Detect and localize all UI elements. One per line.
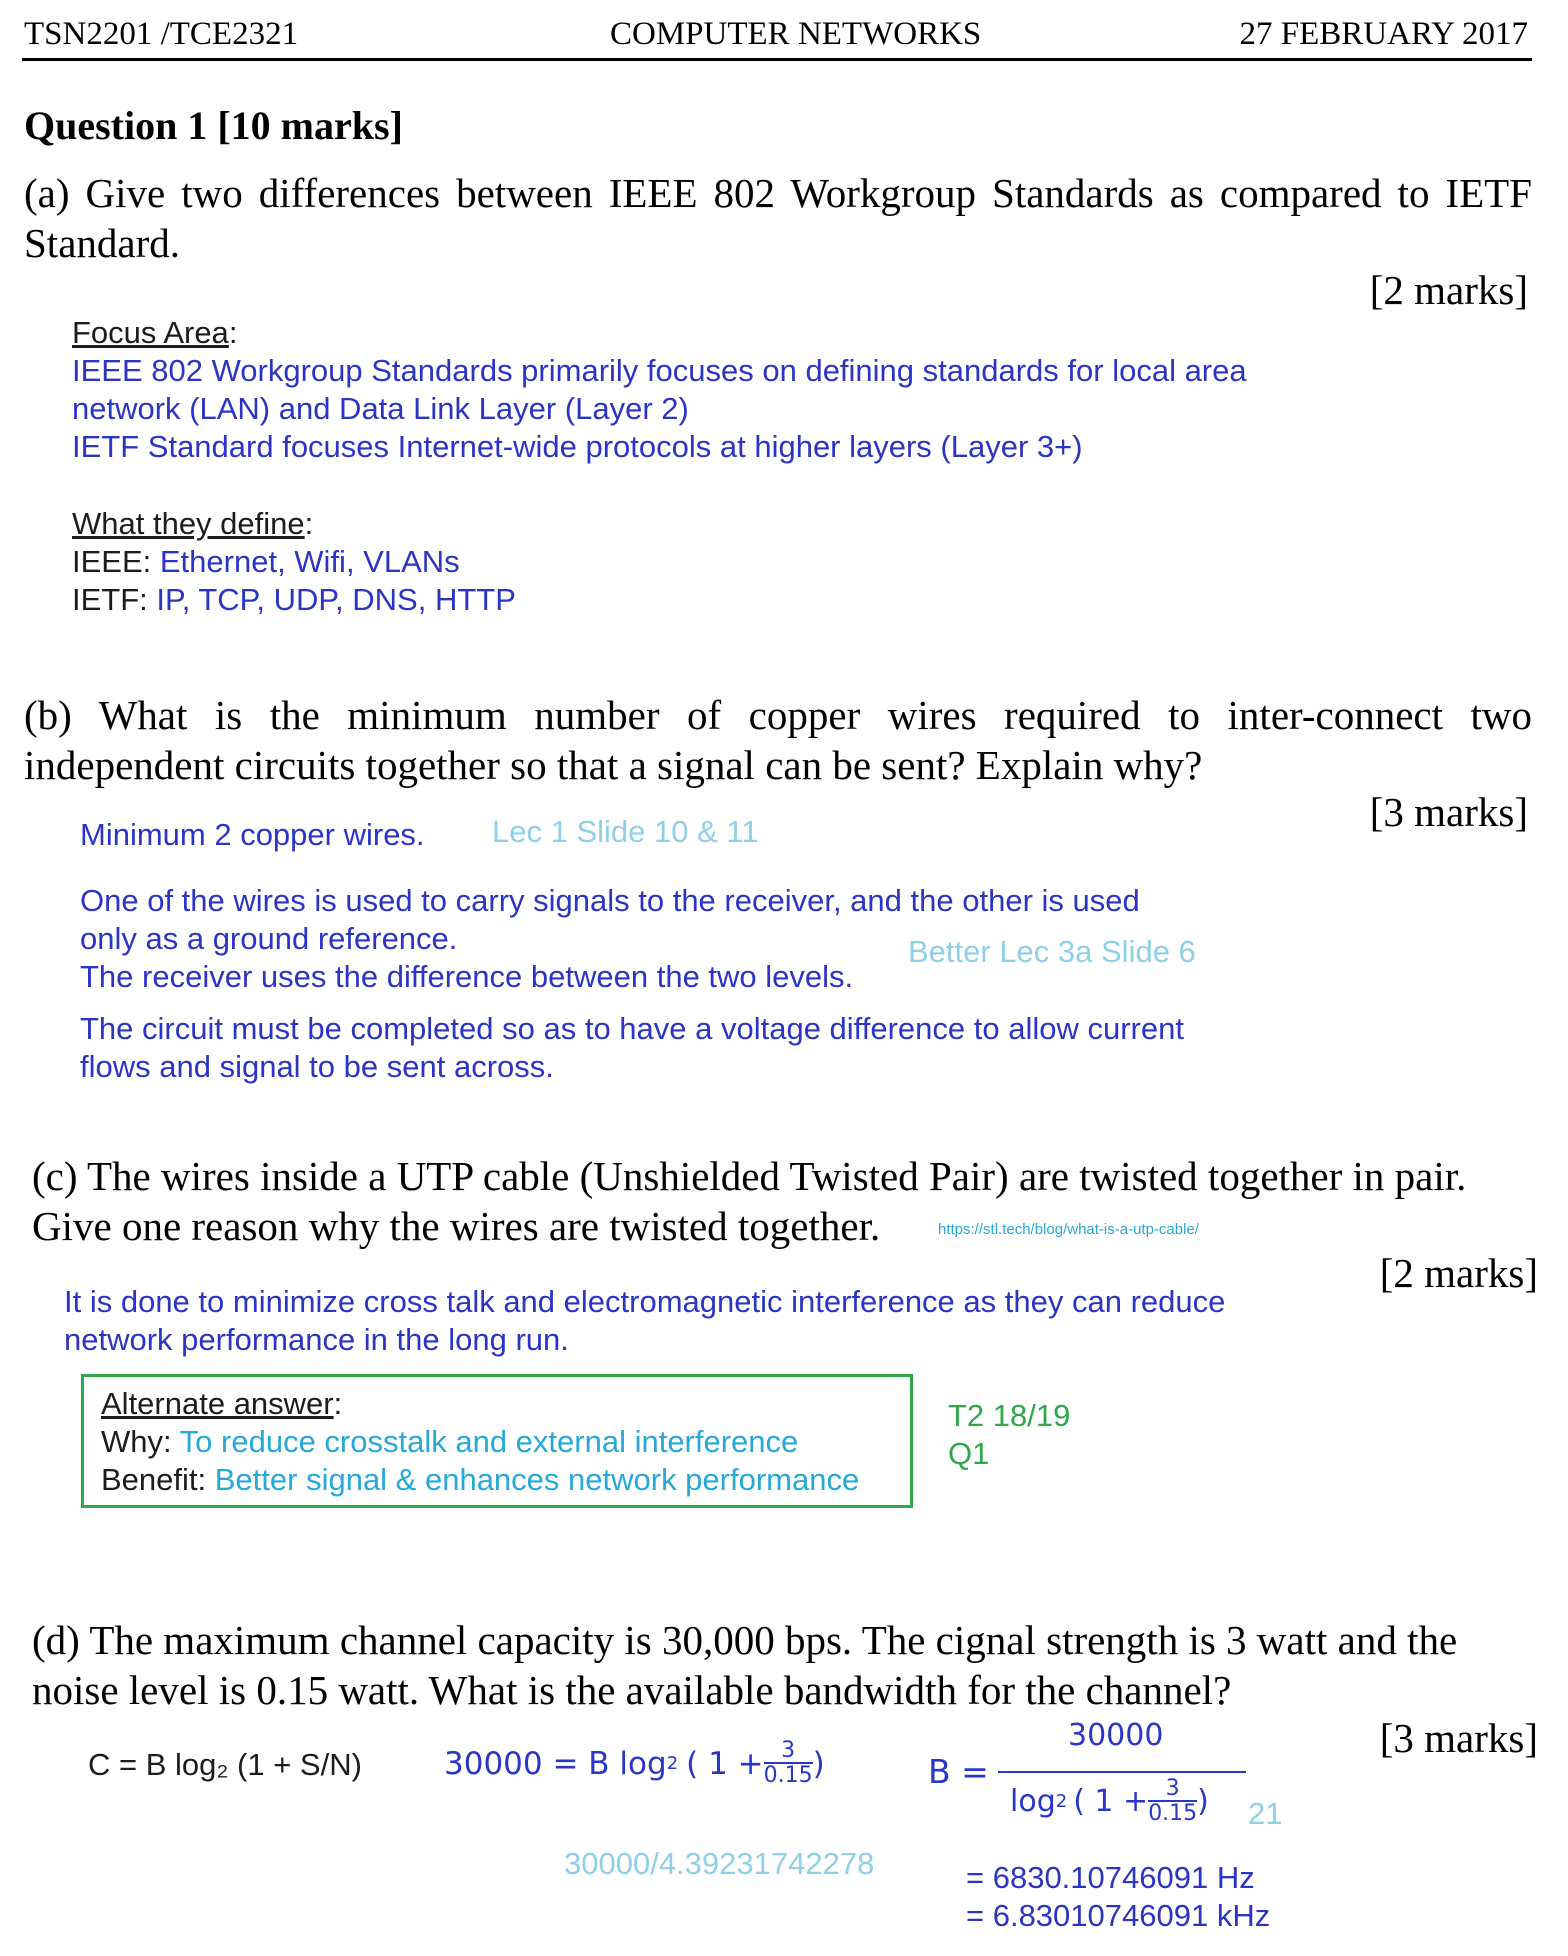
exam-date: 27 FEBRUARY 2017	[1239, 16, 1528, 52]
part-b-ref-1: Lec 1 Slide 10 & 11	[492, 814, 759, 849]
subject-title: COMPUTER NETWORKS	[610, 16, 982, 52]
part-c-url[interactable]: https://stl.tech/blog/what-is-a-utp-cable/	[938, 1221, 1199, 1238]
part-c-marks: [2 marks]	[1379, 1250, 1538, 1296]
part-c-answer-1: It is done to minimize cross talk and electromagnetic interference as they can reduce	[64, 1284, 1226, 1319]
capacity-formula: C = B log₂ (1 + S/N)	[88, 1747, 362, 1782]
part-a-question: (a) Give two differences between IEEE 802 Workgroup Standards as compared to IETF Standard.	[24, 170, 1532, 266]
part-b-answer: Minimum 2 copper wires.	[80, 817, 425, 852]
focus-line-2: network (LAN) and Data Link Layer (Layer 2)	[72, 391, 689, 426]
part-b-marks: [3 marks]	[1369, 789, 1528, 835]
explain-line-1: One of the wires is used to carry signals to the receiver, and the other is used	[80, 883, 1140, 918]
handwritten-denominator: log 2 ( 1 + $\frac{3}{0.15}$ )	[1010, 1776, 1209, 1826]
circuit-line-2: flows and signal to be sent across.	[80, 1049, 554, 1084]
part-c-ref-1: T2 18/19	[948, 1398, 1071, 1433]
handwritten-b-equals: B =	[928, 1752, 989, 1791]
alternate-benefit: Benefit: Better signal & enhances network performance	[101, 1462, 860, 1497]
part-b-ref-2: Better Lec 3a Slide 6	[908, 934, 1196, 969]
handwritten-note: 21	[1248, 1796, 1283, 1831]
question-title: Question 1 [10 marks]	[24, 103, 403, 148]
circuit-line-1: The circuit must be completed so as to have a voltage difference to allow current	[80, 1011, 1184, 1046]
header-rule	[22, 58, 1532, 61]
alternate-why: Why: To reduce crosstalk and external interference	[101, 1424, 799, 1459]
alternate-heading: Alternate answer:	[101, 1386, 343, 1421]
focus-line-1: IEEE 802 Workgroup Standards primarily focuses on defining standards for local area	[72, 353, 1247, 388]
part-d-question-1: (d) The maximum channel capacity is 30,000 bps. The cignal strength is 3 watt and the	[32, 1617, 1458, 1663]
part-c-question-2: Give one reason why the wires are twisted together.	[32, 1203, 881, 1249]
handwritten-equation: 30000 = B log 2 ( 1 + $\frac{3}{0.15}$ )	[444, 1738, 825, 1788]
ieee-define: IEEE: Ethernet, Wifi, VLANs	[72, 544, 460, 579]
handwritten-numerator: 30000	[1068, 1718, 1164, 1753]
focus-line-3: IETF Standard focuses Internet-wide protocols at higher layers (Layer 3+)	[72, 429, 1083, 464]
part-d-question-2: noise level is 0.15 watt. What is the available bandwidth for the channel?	[32, 1667, 1232, 1713]
part-c-ref-2: Q1	[948, 1436, 990, 1471]
part-a-marks: [2 marks]	[1369, 267, 1528, 313]
part-c-answer-2: network performance in the long run.	[64, 1322, 569, 1357]
calculation: 30000/4.39231742278	[564, 1846, 875, 1881]
focus-area-heading: Focus Area:	[72, 315, 238, 350]
part-c-question-1: (c) The wires inside a UTP cable (Unshielded Twisted Pair) are twisted together in pair.	[32, 1153, 1467, 1199]
define-heading: What they define:	[72, 506, 314, 541]
part-d-marks: [3 marks]	[1379, 1715, 1538, 1761]
ietf-define: IETF: IP, TCP, UDP, DNS, HTTP	[72, 582, 516, 617]
result-hz: = 6830.10746091 Hz	[966, 1860, 1255, 1895]
alternate-answer-box	[81, 1374, 913, 1508]
fraction-bar	[998, 1771, 1246, 1773]
explain-line-2: only as a ground reference.	[80, 921, 458, 956]
part-b-question: (b) What is the minimum number of copper wires required to inter-connect two independent circuits together so that a signal can be sent? Explain why?	[24, 692, 1532, 788]
explain-line-3: The receiver uses the difference between the two levels.	[80, 959, 854, 994]
course-code: TSN2201 /TCE2321	[24, 16, 299, 52]
result-khz: = 6.83010746091 kHz	[966, 1898, 1271, 1933]
